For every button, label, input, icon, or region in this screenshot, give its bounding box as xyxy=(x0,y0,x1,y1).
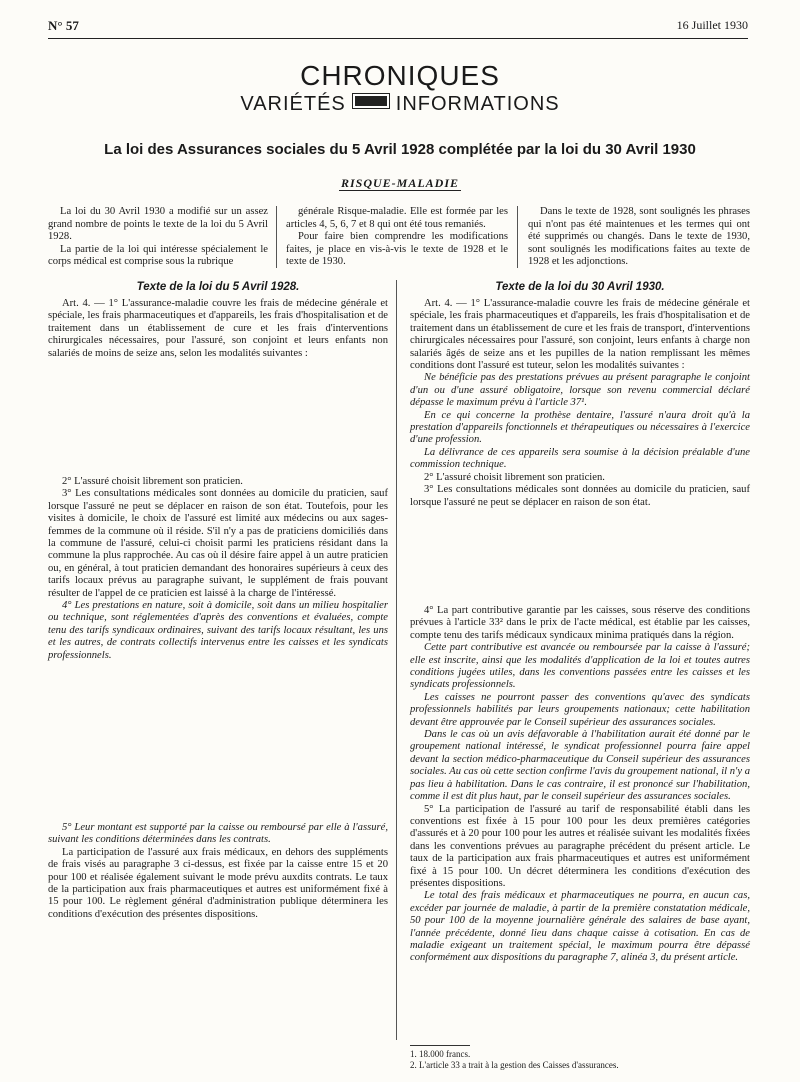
intro-col-1 xyxy=(48,206,268,269)
text-paragraph: La participation de l'assuré aux frais médicaux, en dehors des suppléments de frais visés au paragraphe 3 ci-dessus, est fixée par la caisse entre 15 et 20 pour 100 et réalisée également suivant le mode prévu auxdits contrats. Le taux de la participation aux frais pharmaceutiques et autres est uniformément fixé à 15 pour 100. Le règlement général d'administration publique déterminera les conditions d'exécution des présentes dispositions. xyxy=(48,846,388,920)
subtitle-text: RISQUE-MALADIE xyxy=(340,176,460,190)
ornament-icon xyxy=(352,93,390,109)
right-text-1930-part2 xyxy=(410,605,750,965)
text-paragraph: 4° La part contributive garantie par les caisses, sous réserve des conditions prévues à l'article 33² dans le prix de l'acte médical, est établie par les caisses, compte tenu des tarifs médicaux syndicaux minima pratiqués dans la région. xyxy=(410,605,750,641)
text-paragraph: Dans le cas où un avis défavorable à l'habilitation aurait été donné par le groupement national intéressé, le syndicat professionnel pourra faire appel devant la section médico-pharmaceutique du Conseil supérieur des assurances sociales. Au cas où cette section confirme l'avis du groupement national, il n'y a pas lieu à habilitation. Dans le cas contraire, il est prononcé sur l'habilitation, comme il est dit plus haut, par le conseil supérieur des assurances sociales. xyxy=(410,729,750,803)
intro-paragraph: Pour faire bien comprendre les modifications faites, je place en vis-à-vis le texte de 1928 et le texte de 1930. xyxy=(286,231,508,268)
right-column-heading: Texte de la loi du 30 Avril 1930. xyxy=(495,281,665,293)
intro-col-2 xyxy=(286,206,508,269)
text-paragraph: La délivrance de ces appareils sera soumise à la décision préalable d'une commission technique. xyxy=(410,446,750,471)
text-paragraph: Art. 4. — 1° L'assurance-maladie couvre les frais de médecine générale et spéciale, les frais pharmaceutiques et d'appareils, les frais d'hospitalisation et de traitement dans un établissement de cure et les frais de transport, d'interventions chirurgicales nécessaires pour l'assuré, son conjoint, leurs enfants à charge non salariés âgés de seize ans et les pupilles de la nation remplissant les mêmes conditions dont l'assuré est tuteur, selon les modalités suivantes : xyxy=(410,298,750,372)
left-text-1928-part3 xyxy=(48,822,388,921)
masthead-informations: INFORMATIONS xyxy=(395,93,560,115)
text-paragraph: Ne bénéficie pas des prestations prévues au présent paragraphe le conjoint d'un ou d'une assuré obligatoire, lorsque son revenu commercial déclaré dépasse le maximum prévu à l'article 37¹. xyxy=(410,372,750,409)
intro-col-3 xyxy=(528,206,750,269)
text-paragraph: Le total des frais médicaux et pharmaceutiques ne pourra, en aucun cas, excéder par journée de maladie, à partir de la première constatation médicale, 50 pour 100 de la moyenne journalière générale des salaires de base ayant, l'année précédente, donné lieu dans chaque caisse à cotisation. En cas de maladie exigeant un traitement spécial, le maximum pourra être dépassé conformément aux dispositions du paragraphe 7, alinéa 3, du présent article. xyxy=(410,890,750,964)
intro-divider xyxy=(517,206,518,268)
masthead-subline xyxy=(0,93,800,116)
left-column-heading: Texte de la loi du 5 Avril 1928. xyxy=(136,281,300,293)
article-title: La loi des Assurances sociales du 5 Avril 1928 complétée par la loi du 30 Avril 1930 xyxy=(104,141,696,158)
intro-paragraph: La partie de la loi qui intéresse spécialement le corps médical est comprise sous la rubrique xyxy=(48,243,268,268)
text-paragraph: 4° Les prestations en nature, soit à domicile, soit dans un milieu hospitalier ou technique, sont réglementées d'après des conventions et évaluées, compte tenu des tarifs syndicaux ordinaires, suivant des tarifs locaux résultant, les uns et les autres, de contrats collectifs intervenus entre les caisses et les syndicats professionnels. xyxy=(48,600,388,661)
issue-number: N° 57 xyxy=(48,18,79,33)
issue-date: 16 Juillet 1930 xyxy=(676,18,748,32)
text-paragraph: Art. 4. — 1° L'assurance-maladie couvre les frais de médecine générale et spéciale, les frais pharmaceutiques et d'appareils, les frais d'hospitalisation et de traitement dans un établissement de cure et les frais d'interventions chirurgicales nécessaires, pour l'assuré, son conjoint et leurs enfants non salariés de moins de seize ans, selon les modalités suivantes : xyxy=(48,298,388,359)
text-paragraph: 3° Les consultations médicales sont données au domicile du praticien, sauf lorsque l'assuré ne peut se déplacer en raison de son état. Toutefois, pour les visites à domicile, le choix de l'assuré est limité aux médecins ou aux sages-femmes de la commune où il réside. S'il n'y a pas de praticiens domiciliés dans la commune de l'assuré, celui-ci choisit parmi les praticiens résidant dans la commune la plus rapprochée. Au cas où il désire faire appel à un autre praticien ou, en général, à tout praticien demandant des honoraires supérieurs à ceux des tarifs locaux prévus au paragraphe suivant, le supplément de frais pouvant résulter de l'appel de ce praticien est laissé à la charge de l'intéressé. xyxy=(48,488,388,599)
footnote: 1. 18.000 francs. xyxy=(410,1049,471,1059)
article-subtitle xyxy=(0,176,800,191)
intro-divider xyxy=(276,206,277,268)
footnote-rule xyxy=(410,1045,470,1046)
left-text-1928-part1 xyxy=(48,298,388,360)
text-paragraph: En ce qui concerne la prothèse dentaire, l'assuré n'aura droit qu'à la prestation d'appareils fonctionnels et thérapeutiques ou nécessaires à l'exercice d'une profession. xyxy=(410,409,750,446)
column-divider xyxy=(396,280,397,1040)
page-header xyxy=(48,14,748,39)
text-paragraph: 3° Les consultations médicales sont données au domicile du praticien, sauf lorsque l'assuré ne peut se déplacer en raison de son état. xyxy=(410,484,750,508)
intro-paragraph: La loi du 30 Avril 1930 a modifié sur un assez grand nombre de points le texte de la loi du 5 Avril 1928. xyxy=(48,206,268,243)
left-text-1928-part2 xyxy=(48,476,388,662)
footnote: 2. L'article 33 a trait à la gestion des Caisses d'assurances. xyxy=(410,1060,619,1070)
masthead-chroniques: CHRONIQUES xyxy=(300,60,500,91)
right-text-1930-part1 xyxy=(410,298,750,509)
text-paragraph: 5° La participation de l'assuré au tarif de responsabilité établi dans les conventions est fixée à 15 pour 100 pour les deux premières catégories d'assurés et à 20 pour 100 pour les autres et réalisée suivant les modalités fixées dans les conventions prévues au paragraphe précédent du présent article. Le taux de la participation aux frais pharmaceutiques et autres est uniformément fixé à 15 pour 100. Un décret déterminera les conditions d'exécution des présentes dispositions. xyxy=(410,803,750,889)
text-paragraph: 2° L'assuré choisit librement son praticien. xyxy=(424,471,605,483)
text-paragraph: Cette part contributive est avancée ou remboursée par la caisse à l'assuré; elle est inscrite, ainsi que les modalités d'application de la loi et toutes autres conditions jugées utiles, dans les conventions passées entre les caisses et les syndicats professionnels. xyxy=(410,642,750,691)
intro-paragraph: Dans le texte de 1928, sont soulignés les phrases qui n'ont pas été maintenues et les termes qui ont été supprimés ou changés. Dans le texte de 1930, sont soulignés les modifications faites au texte de 1928 et les adjonctions. xyxy=(528,206,750,268)
masthead-varietes: VARIÉTÉS xyxy=(240,93,346,115)
text-paragraph: Les caisses ne pourront passer des conventions qu'avec des syndicats professionnels habilités par leurs groupements nationaux; cette habilitation devant être approuvée par le Conseil supérieur des assurances sociales. xyxy=(410,691,750,728)
footnotes xyxy=(410,1049,750,1071)
text-paragraph: 2° L'assuré choisit librement son praticien. xyxy=(62,476,243,487)
intro-paragraph: générale Risque-maladie. Elle est formée par les articles 4, 5, 6, 7 et 8 qui ont été tous remaniés. xyxy=(286,206,508,230)
text-paragraph: 5° Leur montant est supporté par la caisse ou remboursé par elle à l'assuré, suivant les conditions déterminées dans les contrats. xyxy=(48,822,388,846)
